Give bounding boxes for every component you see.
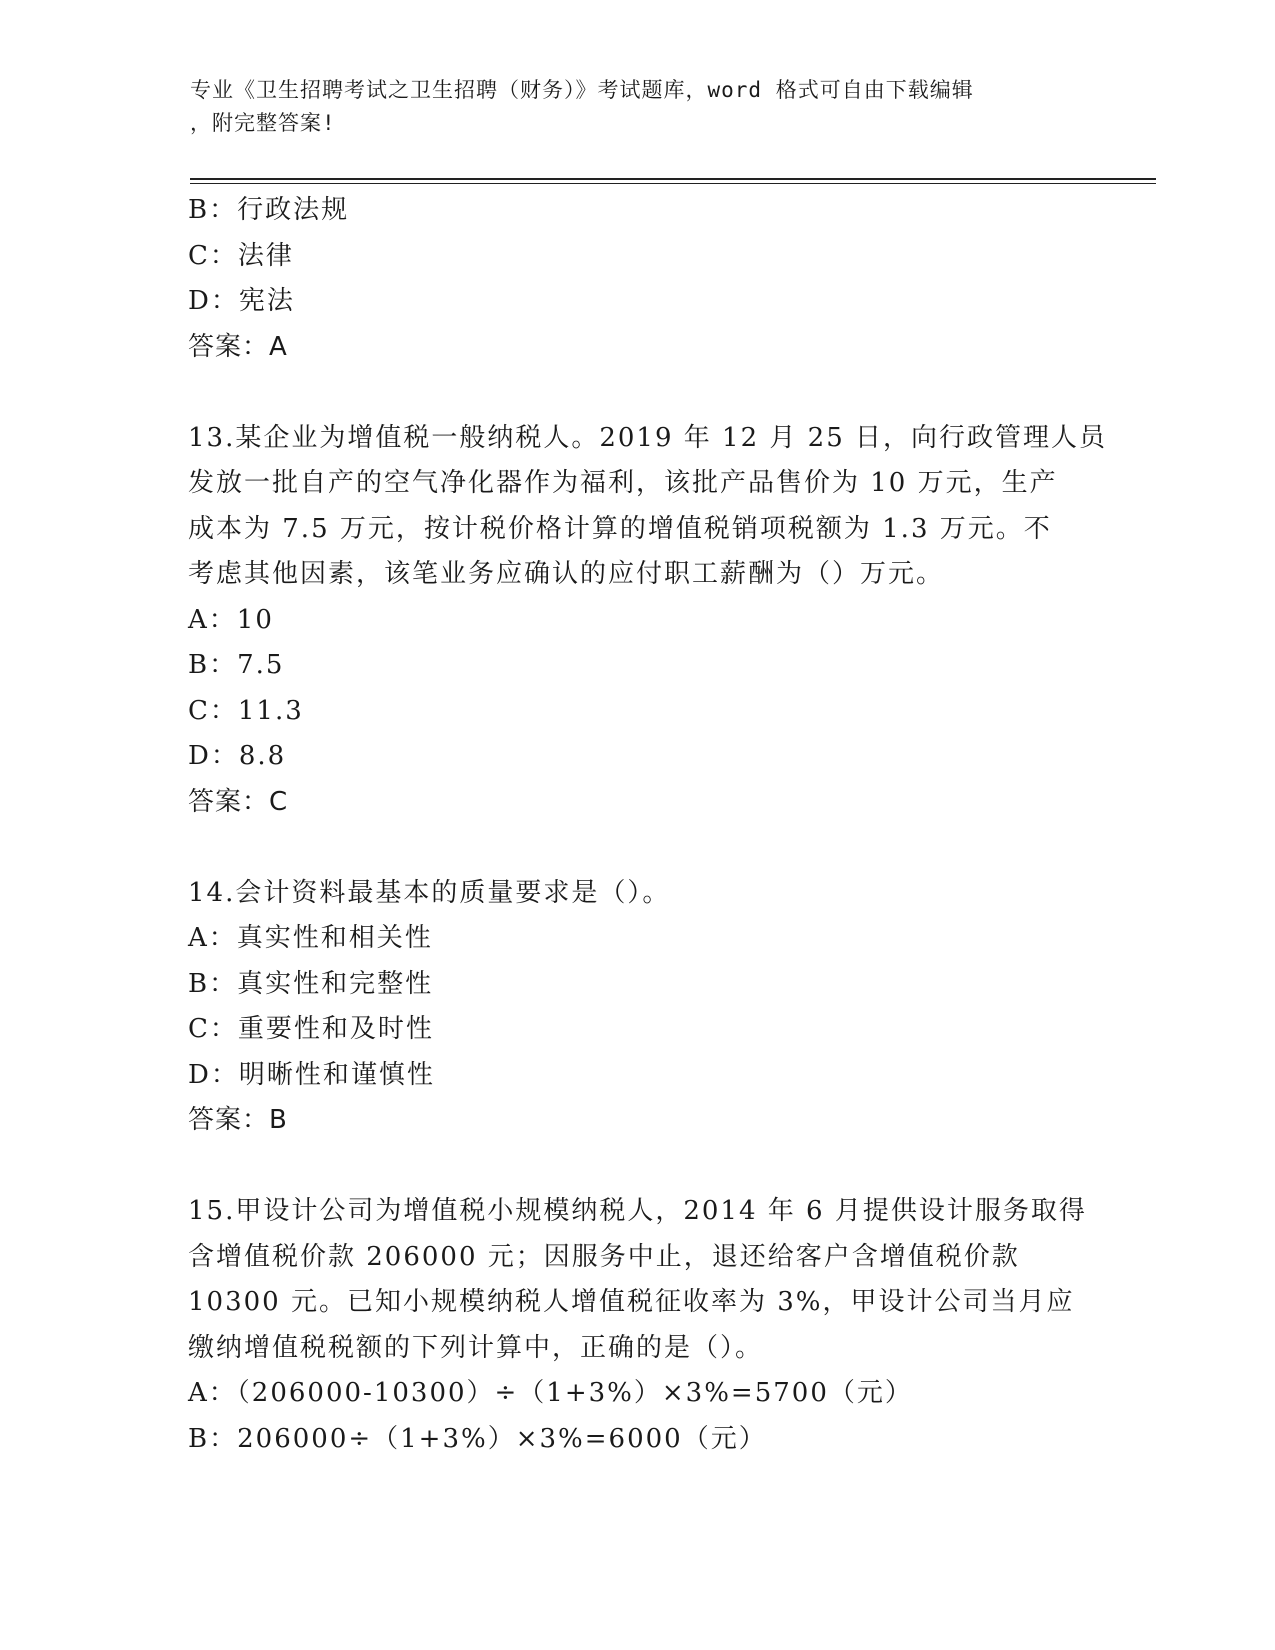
question-line: 10300 元。已知小规模纳税人增值税征收率为 3%，甲设计公司当月应 xyxy=(188,1287,1075,1317)
option-b: B：206000÷（1+3%）×3%=6000（元） xyxy=(188,1423,767,1454)
question-line: 含增值税价款 206000 元；因服务中止，退还给客户含增值税价款 xyxy=(188,1241,1020,1272)
header-line-1: 专业《卫生招聘考试之卫生招聘（财务）》考试题库，word 格式可自由下载编辑 xyxy=(190,78,974,102)
question-line: 发放一批自产的空气净化器作为福利，该批产品售价为 10 万元，生产 xyxy=(188,468,1058,498)
question-line: 缴纳增值税税额的下列计算中，正确的是（）。 xyxy=(188,1332,764,1363)
prev-question xyxy=(188,188,1088,370)
header-rule-thick xyxy=(190,178,1156,180)
header-line-2: ，附完整答案! xyxy=(190,111,336,135)
answer: 答案：A xyxy=(188,331,288,362)
question-text xyxy=(188,871,1088,917)
option-d: D：宪法 xyxy=(188,286,295,316)
option-c: C：重要性和及时性 xyxy=(188,1014,434,1044)
option-b: B：7.5 xyxy=(188,650,285,680)
question-14 xyxy=(188,871,1088,1144)
question-line: 成本为 7.5 万元，按计税价格计算的增值税销项税额为 1.3 万元。不 xyxy=(188,513,1052,544)
option-a: A：真实性和相关性 xyxy=(188,923,433,953)
option-a: A：（206000-10300）÷（1+3%）×3%=5700（元） xyxy=(188,1378,913,1408)
question-line: 15.甲设计公司为增值税小规模纳税人，2014 年 6 月提供设计服务取得 xyxy=(188,1196,1087,1226)
option-b: B：行政法规 xyxy=(188,195,350,225)
question-13 xyxy=(188,416,1108,826)
option-a: A：10 xyxy=(188,604,274,635)
question-content xyxy=(188,188,1108,1462)
document-header xyxy=(190,74,1090,140)
question-line: 考虑其他因素，该笔业务应确认的应付职工薪酬为（）万元。 xyxy=(188,559,945,589)
header-rule-thin xyxy=(190,183,1156,184)
question-15 xyxy=(188,1189,1088,1462)
question-line: 13.某企业为增值税一般纳税人。2019 年 12 月 25 日，向行政管理人员 xyxy=(188,422,1108,453)
question-line: 14.会计资料最基本的质量要求是（）。 xyxy=(188,877,671,908)
question-text xyxy=(188,416,1108,598)
option-c: C：11.3 xyxy=(188,695,304,726)
option-c: C：法律 xyxy=(188,240,294,271)
option-d: D：8.8 xyxy=(188,741,287,771)
answer: 答案：B xyxy=(188,1105,288,1135)
option-b: B：真实性和完整性 xyxy=(188,968,434,999)
answer: 答案：C xyxy=(188,786,289,817)
question-text xyxy=(188,1189,1088,1371)
option-d: D：明晰性和谨慎性 xyxy=(188,1059,435,1090)
